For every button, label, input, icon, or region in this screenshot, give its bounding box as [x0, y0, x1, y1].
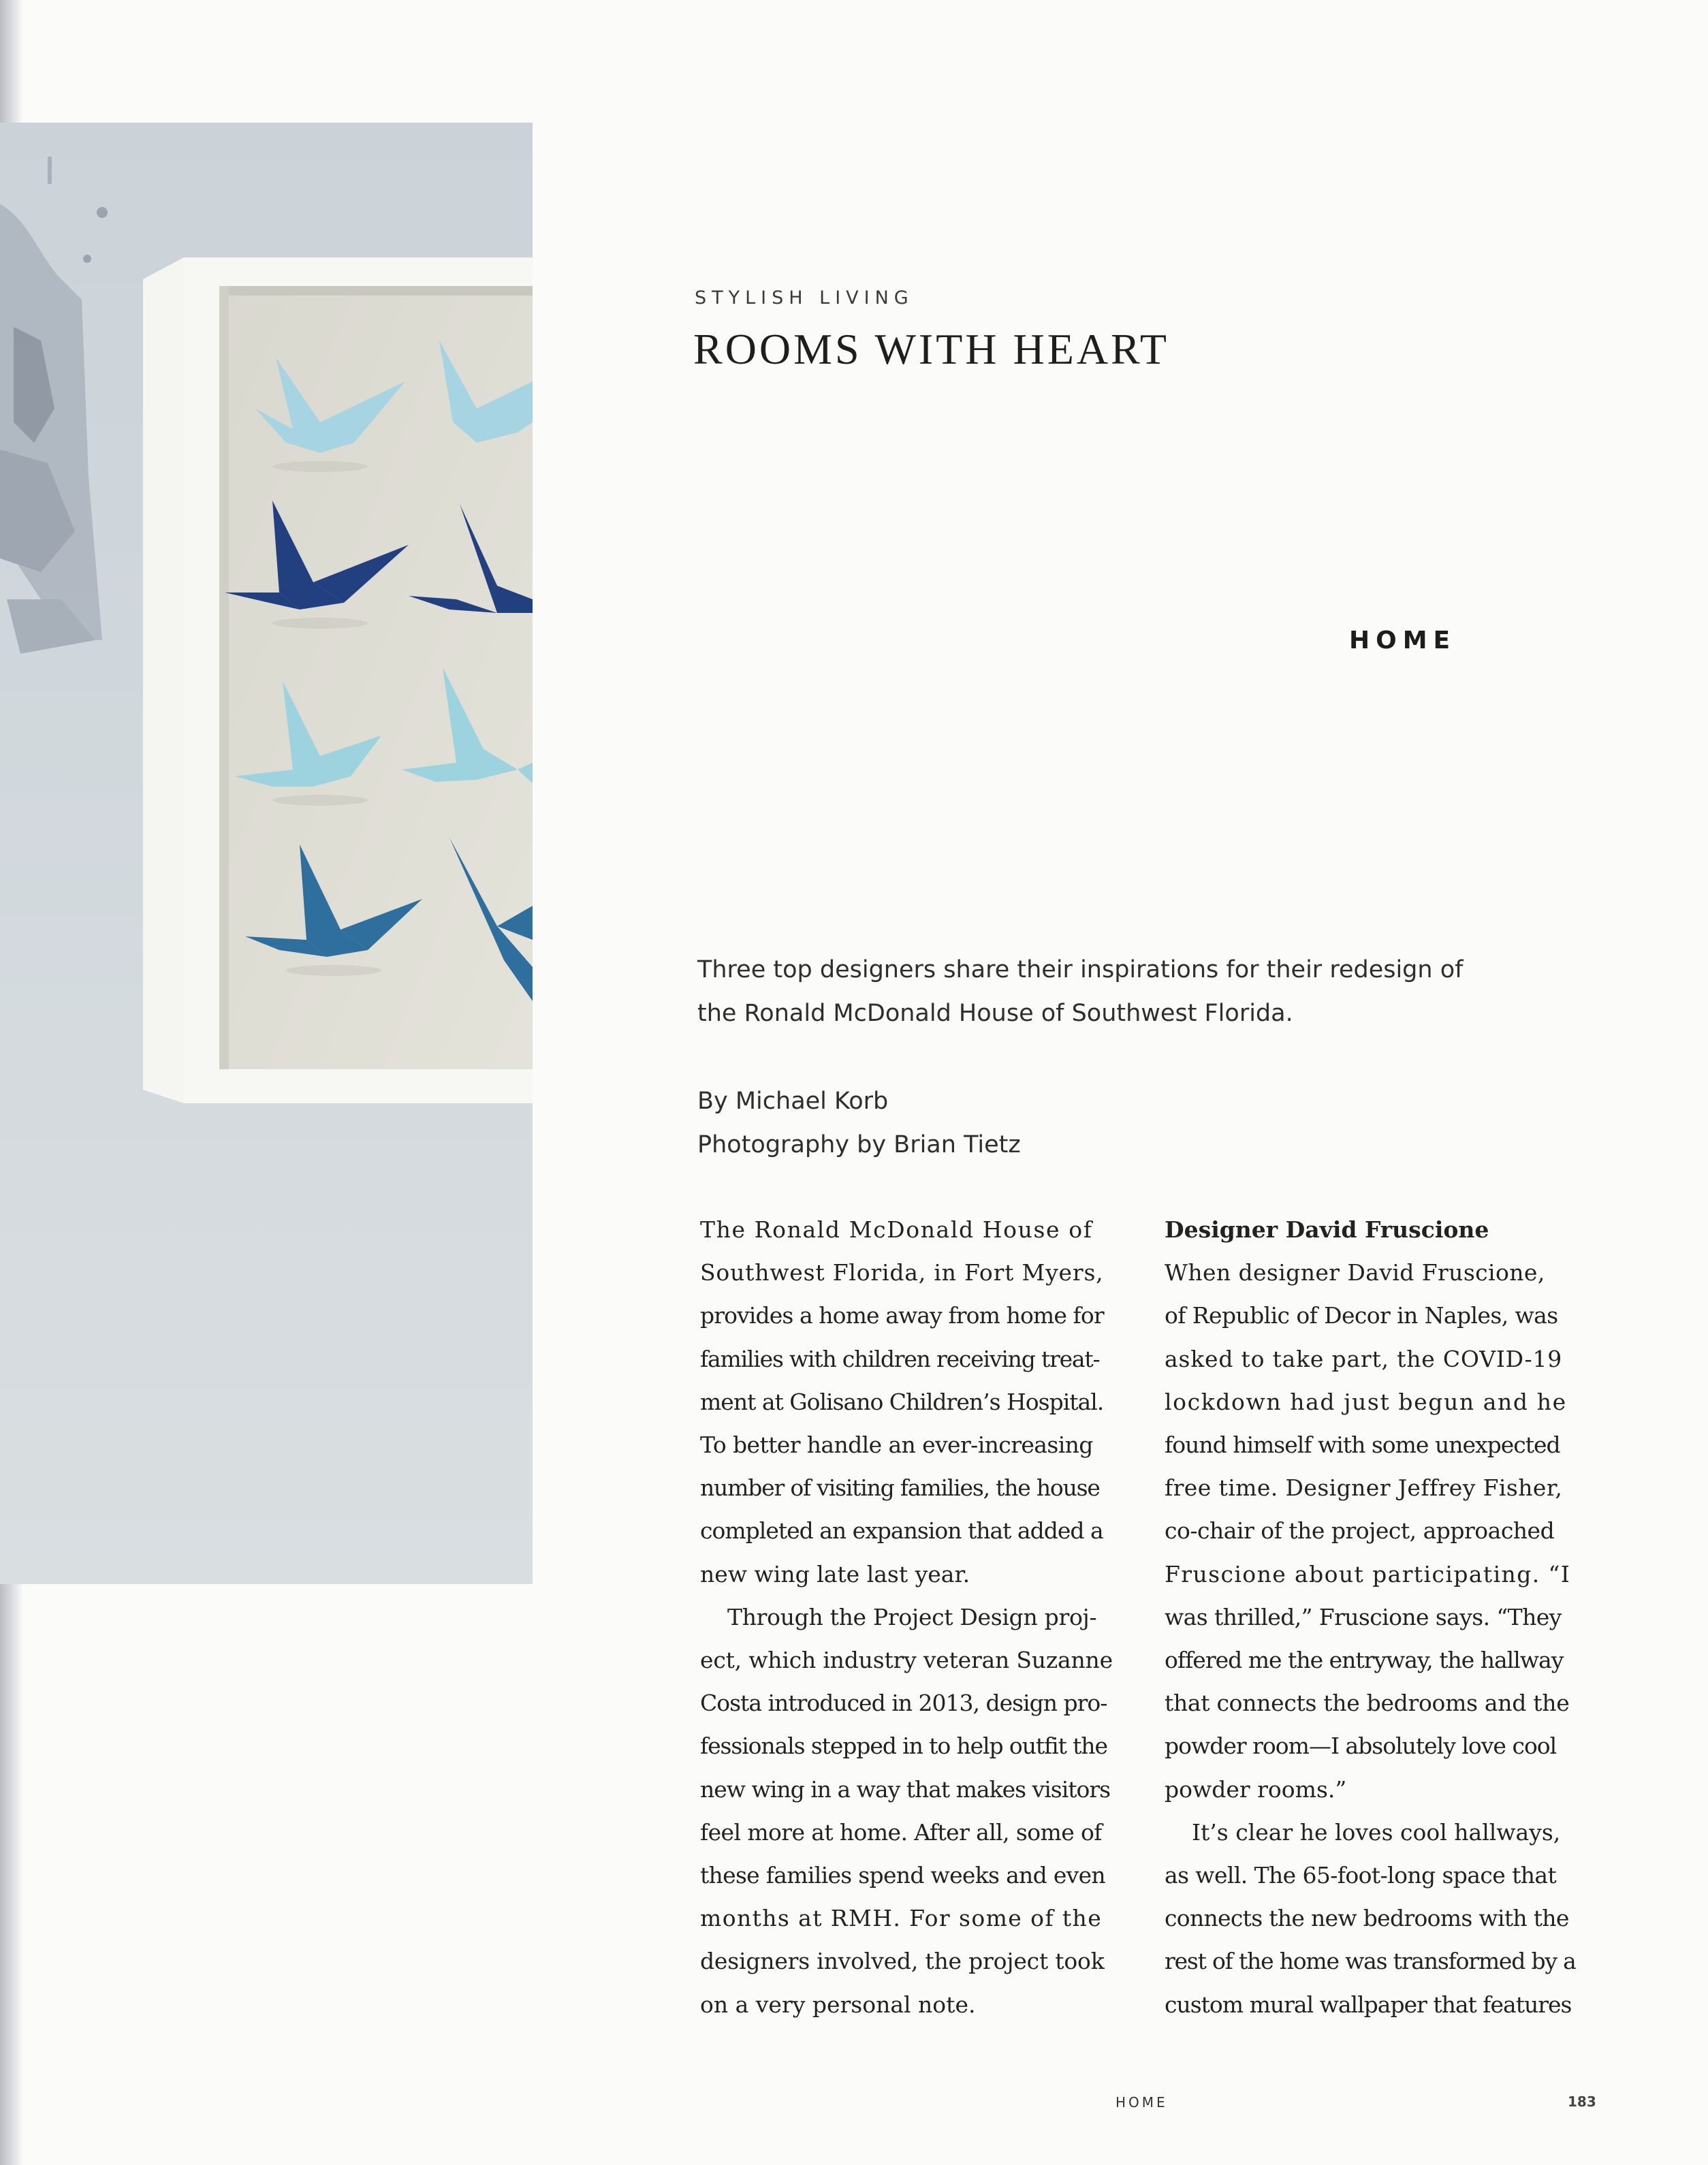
body-line: lockdown had just begun and he	[1165, 1388, 1567, 1415]
page-number: 183	[1568, 2093, 1596, 2110]
body-line: new wing in a way that makes visitors	[700, 1775, 1111, 1803]
article-dek	[697, 948, 1501, 1035]
body-column-left	[700, 1208, 1128, 2026]
body-line: Costa introduced in 2013, design pro-	[700, 1690, 1107, 1717]
origami-cranes-shadowbox-icon	[0, 123, 533, 1584]
body-line: months at RMH. For some of the	[700, 1905, 1103, 1932]
body-line: of Republic of Decor in Naples, was	[1165, 1302, 1558, 1329]
article-title: ROOMS WITH HEART	[693, 325, 1169, 373]
dek-line: Three top designers share their inspirations for their redesign of	[697, 956, 1464, 983]
body-line: families with children receiving treat-	[700, 1345, 1100, 1372]
body-line: completed an expansion that added a	[700, 1517, 1103, 1545]
body-line: offered me the entryway, the hallway	[1165, 1647, 1564, 1674]
author-byline: By Michael Korb	[697, 1088, 889, 1115]
body-line: fessionals stepped in to help outfit the	[700, 1733, 1107, 1760]
article-credits	[697, 1079, 1378, 1167]
body-line: free time. Designer Jeffrey Fisher,	[1165, 1474, 1563, 1502]
body-line: provides a home away from home for	[700, 1302, 1104, 1329]
body-line: To better handle an ever-increasing	[700, 1432, 1093, 1459]
body-line: When designer David Fruscione,	[1165, 1259, 1545, 1286]
section-kicker: STYLISH LIVING	[695, 287, 914, 309]
origami-cranes-photo	[0, 123, 533, 1584]
body-line: feel more at home. After all, some of	[700, 1818, 1102, 1846]
body-line: was thrilled,” Fruscione says. “They	[1165, 1603, 1562, 1630]
body-line: co-chair of the project, approached	[1165, 1517, 1555, 1545]
body-line: The Ronald McDonald House of	[700, 1216, 1093, 1243]
body-line: ment at Golisano Children’s Hospital.	[700, 1388, 1104, 1415]
body-line: designers involved, the project took	[700, 1948, 1105, 1975]
body-line: number of visiting families, the house	[700, 1474, 1100, 1502]
dek-line: the Ronald McDonald House of Southwest Florida.	[697, 1000, 1293, 1027]
body-line: found himself with some unexpected	[1165, 1432, 1560, 1459]
body-line: It’s clear he loves cool hallways,	[1192, 1818, 1561, 1846]
body-line: these families spend weeks and even	[700, 1862, 1105, 1889]
body-line: Through the Project Design proj-	[727, 1603, 1097, 1630]
section-label: HOME	[1349, 627, 1457, 654]
footer-section-label: HOME	[1116, 2094, 1168, 2111]
body-column-right	[1165, 1208, 1592, 2026]
body-line: Southwest Florida, in Fort Myers,	[700, 1259, 1104, 1286]
body-line: ect, which industry veteran Suzanne	[700, 1647, 1113, 1674]
body-line: that connects the bedrooms and the	[1165, 1690, 1570, 1717]
photo-credit: Photography by Brian Tietz	[697, 1131, 1021, 1158]
body-line: on a very personal note.	[700, 1991, 976, 2018]
body-line: rest of the home was transformed by a	[1165, 1948, 1576, 1975]
body-line: asked to take part, the COVID-19	[1165, 1345, 1563, 1372]
body-line: new wing late last year.	[700, 1560, 970, 1587]
body-line: as well. The 65-foot-long space that	[1165, 1862, 1557, 1889]
body-line: powder room—I absolutely love cool	[1165, 1733, 1557, 1760]
body-line: Fruscione about participating. “I	[1165, 1560, 1571, 1587]
designer-subhead: Designer David Fruscione	[1165, 1216, 1489, 1243]
body-line: connects the new bedrooms with the	[1165, 1905, 1569, 1932]
body-line: custom mural wallpaper that features	[1165, 1991, 1572, 2018]
body-line: powder rooms.”	[1165, 1775, 1347, 1803]
